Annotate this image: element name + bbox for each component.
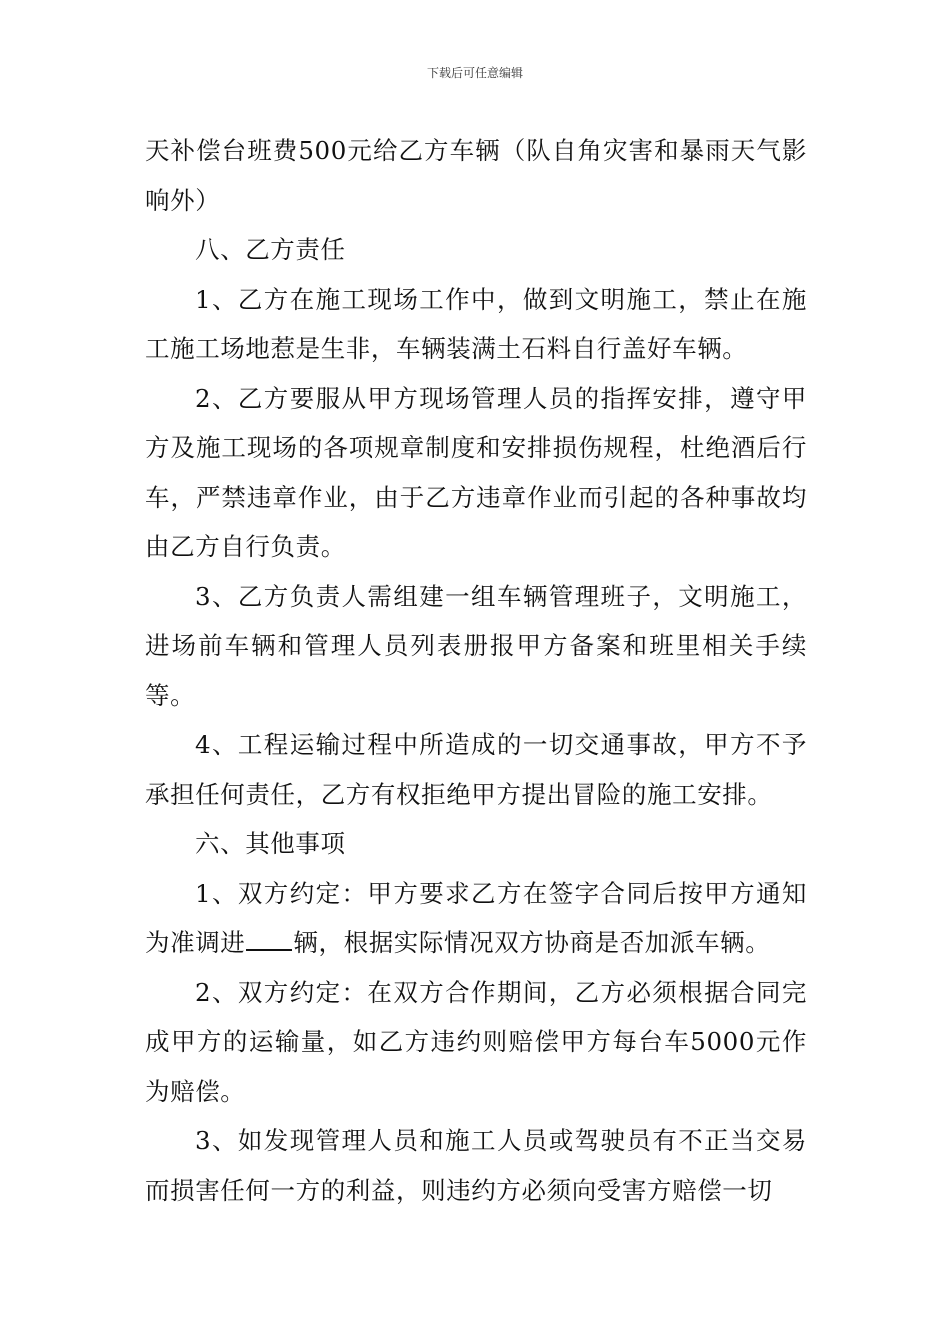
- document-body: [145, 126, 807, 1215]
- clause-6-3: 3、如发现管理人员和施工人员或驾驶员有不正当交易而损害任何一方的利益，则违约方必须向受害方赔偿一切: [145, 1126, 807, 1205]
- clause-8-4: 4、工程运输过程中所造成的一切交通事故，甲方不予承担任何责任，乙方有权拒绝甲方提出冒险的施工安排。: [145, 730, 807, 809]
- section-heading-other-matters: 六、其他事项: [195, 829, 346, 858]
- clause-6-1-text-after: 辆，根据实际情况双方协商是否加派车辆。: [293, 928, 771, 957]
- section-heading-party-b-duties: 八、乙方责任: [195, 235, 346, 264]
- clause-6-1-text-before: 1、双方约定：甲方要求乙方在签字合同后按甲方通知为准调进: [145, 878, 807, 957]
- clause-6-1: [145, 869, 807, 968]
- fill-in-blank: [246, 929, 292, 951]
- clause-8-2: 2、乙方要服从甲方现场管理人员的指挥安排，遵守甲方及施工现场的各项规章制度和安排损伤规程，杜绝酒后行车，严禁违章作业，由于乙方违章作业而引起的各种事故均由乙方自行负责。: [145, 383, 807, 561]
- clause-8-3: 3、乙方负责人需组建一组车辆管理班子，文明施工，进场前车辆和管理人员列表册报甲方备案和班里相关手续等。: [145, 581, 807, 710]
- page-header: 下载后可任意编辑: [426, 66, 523, 80]
- clause-6-2: 2、双方约定：在双方合作期间，乙方必须根据合同完成甲方的运输量，如乙方违约则赔偿甲方每台车5000元作为赔偿。: [145, 977, 807, 1106]
- paragraph-continued: 天补偿台班费500元给乙方车辆（队自角灾害和暴雨天气影响外）: [145, 136, 807, 215]
- clause-8-1: 1、乙方在施工现场工作中，做到文明施工，禁止在施工施工场地惹是生非，车辆装满土石料自行盖好车辆。: [145, 284, 807, 363]
